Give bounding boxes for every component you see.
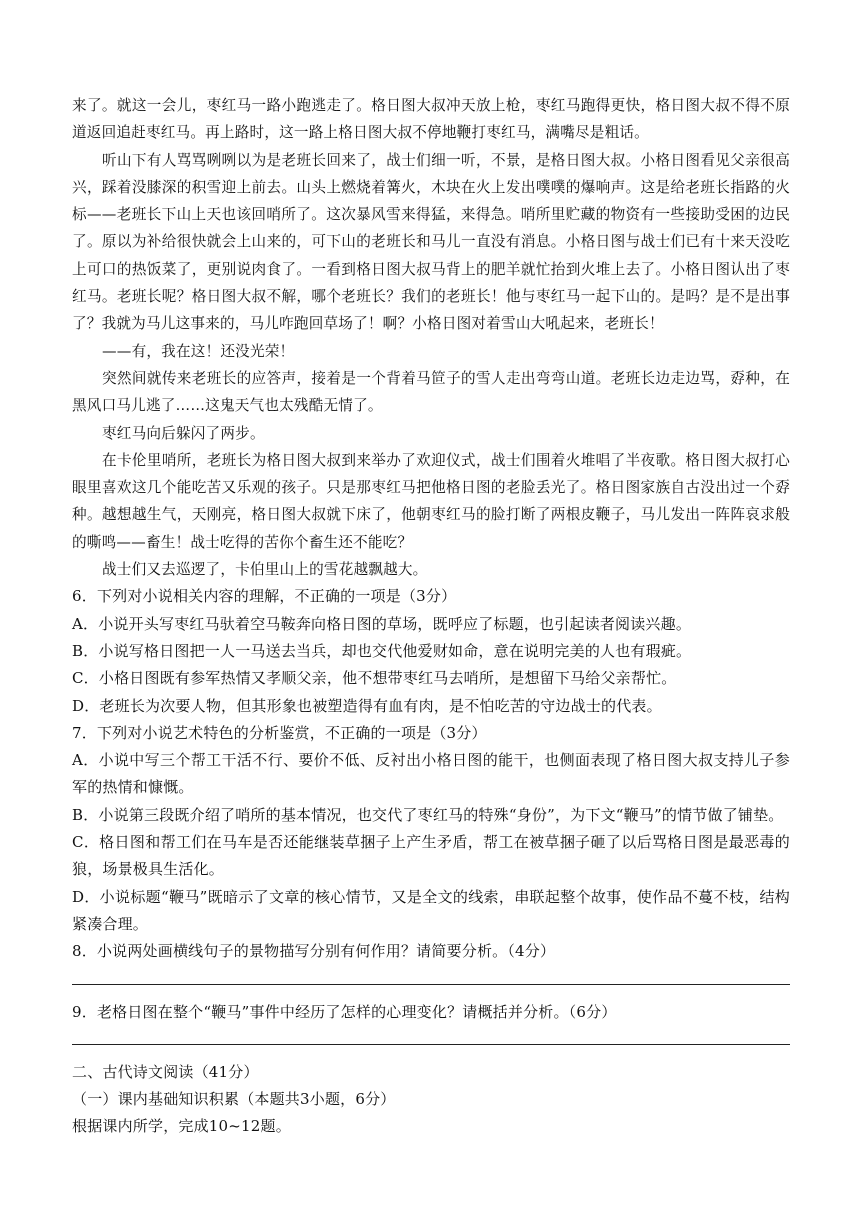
story-text — [72, 92, 790, 583]
option-c: C．小格日图既有参军热情又孝顺父亲，他不想带枣红马去哨所，是想留下马给父亲帮忙。 — [72, 669, 677, 688]
option-b: B．小说第三段既介绍了哨所的基本情况，也交代了枣红马的特殊“身份”，为下文“鞭马”的情节做了铺垫。 — [72, 805, 784, 824]
question-6 — [72, 583, 790, 719]
question-stem: 7．下列对小说艺术特色的分析鉴赏，不正确的一项是（3分） — [72, 723, 487, 742]
question-8 — [72, 938, 790, 984]
option-a: A．小说开头写枣红马驮着空马鞍奔向格日图的草场，既呼应了标题，也引起读者阅读兴趣。 — [72, 614, 692, 633]
answer-line[interactable] — [72, 966, 790, 985]
exam-page — [72, 92, 790, 1141]
option-a: A．小说中写三个帮工干活不行、要价不低、反衬出小格日图的能干，也侧面表现了格日图大叔支持儿子参军的热情和慷慨。 — [72, 751, 790, 797]
question-9 — [72, 999, 790, 1045]
story-paragraph: 战士们又去巡逻了，卡伯里山上的雪花越飘越大。 — [102, 561, 428, 579]
question-stem: 6．下列对小说相关内容的理解，不正确的一项是（3分） — [72, 587, 457, 606]
section-heading: 二、古代诗文阅读（41分） — [72, 1062, 259, 1081]
story-paragraph: 来了。就这一会儿，枣红马一路小跑逃走了。格日图大叔冲天放上枪，枣红马跑得更快，格日图大叔不得不原道返回追赶枣红马。再上路时，这一路上格日图大叔不停地鞭打枣红马，满嘴尽是粗话。 — [72, 97, 790, 142]
question-stem: 8．小说两处画横线句子的景物描写分别有何作用？请简要分析。（4分） — [72, 942, 556, 961]
question-7 — [72, 720, 790, 938]
section-ancient-poetry — [72, 1059, 790, 1141]
story-paragraph: 突然间就传来老班长的应答声，接着是一个背着马笸子的雪人走出弯弯山道。老班长边走边骂，孬种，在黑风口马儿逃了……这鬼天气也太残酷无情了。 — [72, 369, 790, 415]
story-paragraph: ——有，我在这！还没光荣！ — [102, 342, 295, 360]
section-instruction: 根据课内所学，完成10~12题。 — [72, 1117, 291, 1136]
option-d: D．老班长为次要人物，但其形象也被塑造得有血有肉，是不怕吃苦的守边战士的代表。 — [72, 696, 662, 715]
story-paragraph: 在卡伦里哨所，老班长为格日图大叔到来举办了欢迎仪式，战士们围着火堆唱了半夜歌。格日图大叔打心眼里喜欢这几个能吃苦又乐观的孩子。只是那枣红马把他格日图的老脸丢光了。格日图家族自古没出过一个孬种。越想越生气，天刚亮，格日图大叔就下床了，他朝枣红马的脸打断了两根皮鞭子，马儿发出一阵阵哀求般的嘶鸣——畜生！战士吃得的苦你个畜生还不能吃？ — [72, 451, 790, 551]
option-c: C．格日图和帮工们在马车是否还能继装草捆子上产生矛盾，帮工在被草捆子砸了以后骂格日图是最恶毒的狼，场景极具生活化。 — [72, 833, 790, 879]
option-b: B．小说写格日图把一人一马送去当兵，却也交代他爱财如命，意在说明完美的人也有瑕疵。 — [72, 641, 692, 660]
section-subheading: （一）课内基础知识积累（本题共3小题，6分） — [72, 1090, 396, 1109]
question-stem: 9．老格日图在整个“鞭马”事件中经历了怎样的心理变化？请概括并分析。（6分） — [72, 1002, 617, 1021]
story-paragraph: 听山下有人骂骂咧咧以为是老班长回来了，战士们细一听，不景，是格日图大叔。小格日图看见父亲很高兴，踩着没膝深的积雪迎上前去。山头上燃烧着篝火，木块在火上发出噗噗的爆响声。这是给老班长指路的火标——老班长下山上天也该回哨所了。这次暴风雪来得猛，来得急。哨所里贮藏的物资有一些接助受困的边民了。原以为补给很快就会上山来的，可下山的老班长和马儿一直没有消息。小格日图与战士们已有十来天没吃上可口的热饭菜了，更别说肉食了。一看到格日图大叔马背上的肥羊就忙抬到火堆上去了。小格日图认出了枣红马。老班长呢？格日图大叔不解，哪个老班长？我们的老班长！他与枣红马一起下山的。是吗？是不是出事了？我就为马儿这事来的，马儿咋跑回草场了！啊？小格日图对着雪山大吼起来，老班长！ — [72, 151, 790, 333]
option-d: D．小说标题“鞭马”既暗示了文章的核心情节，又是全文的线索，串联起整个故事，使作品不蔓不枝，结构紧凑合理。 — [72, 887, 790, 933]
story-paragraph: 枣红马向后躲闪了两步。 — [102, 424, 265, 442]
answer-line[interactable] — [72, 1026, 790, 1045]
